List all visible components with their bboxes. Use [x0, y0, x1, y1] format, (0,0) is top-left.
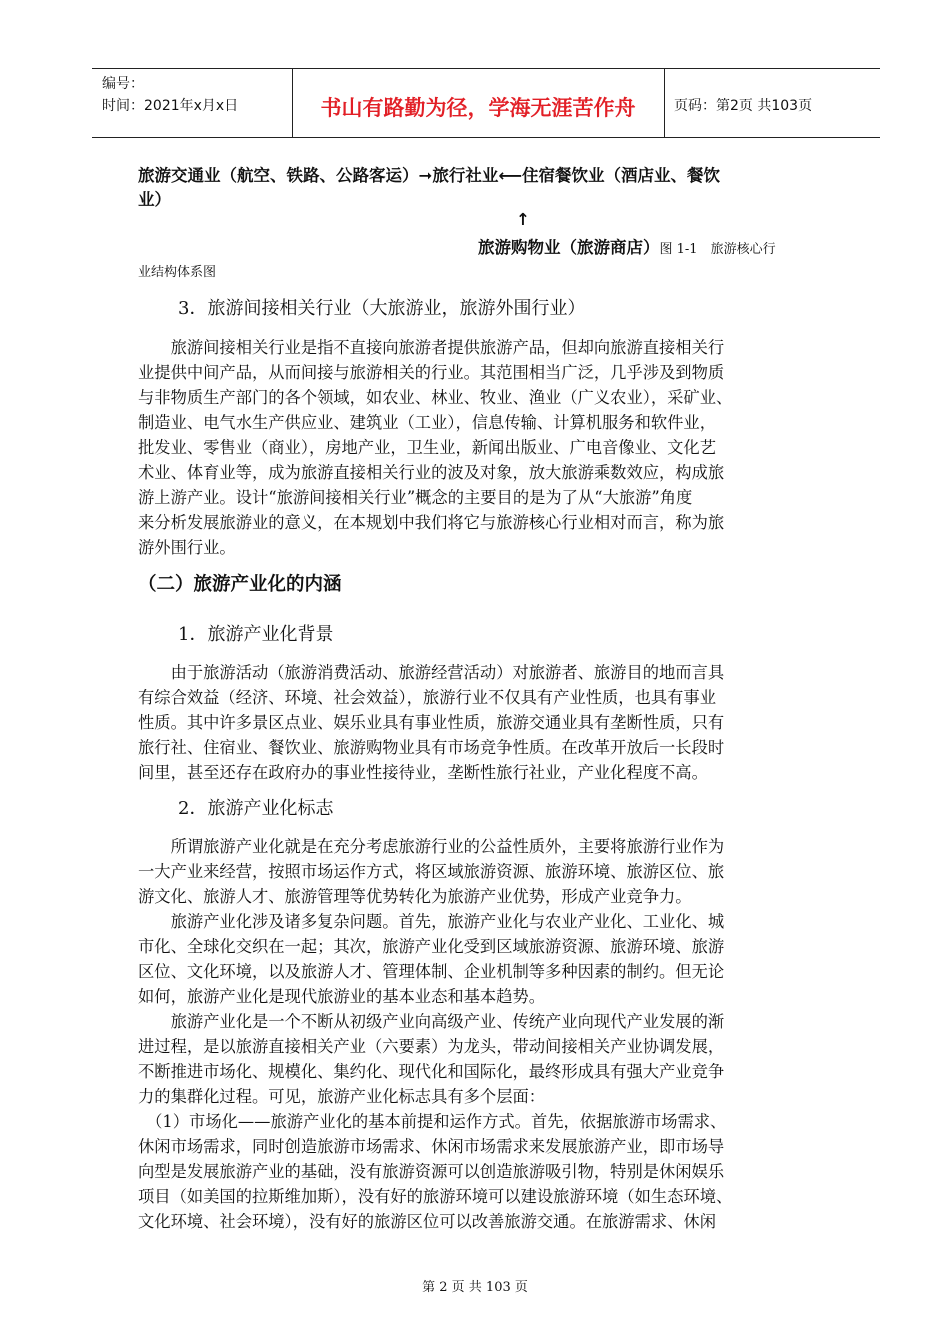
figure-caption-part-1: 图 1-1 旅游核心行 — [659, 242, 776, 257]
diagram-up-arrow: ↑ — [516, 210, 530, 229]
subsection-2-line: 进过程，是以旅游直接相关产业（六要素）为龙头，带动间接相关产业协调发展， — [138, 1037, 725, 1056]
subsection-2-line: 旅游产业化涉及诸多复杂问题。首先，旅游产业化与农业产业化、工业化、城 — [138, 912, 725, 931]
header-number-label: 编号： — [102, 76, 144, 92]
subsection-2-line: 文化环境、社会环境），没有好的旅游区位可以改善旅游交通。在旅游需求、休闲 — [138, 1212, 716, 1231]
diagram-bottom-node: 旅游购物业（旅游商店） — [478, 238, 660, 257]
section-3-line: 游上游产业。设计“旅游间接相关行业”概念的主要目的是为了从“大旅游”角度 — [138, 488, 693, 507]
header-page-cell — [664, 69, 880, 137]
section-3-heading: 3．旅游间接相关行业（大旅游业，旅游外围行业） — [178, 298, 586, 319]
page-footer: 第 2 页 共 103 页 — [422, 1280, 528, 1295]
section-3-line: 游外围行业。 — [138, 538, 236, 557]
subsection-2-line: 游文化、旅游人才、旅游管理等优势转化为旅游产业优势，形成产业竞争力。 — [138, 887, 692, 906]
subsection-1-heading: 1．旅游产业化背景 — [178, 624, 334, 645]
header-time-label: 时间：2021年x月x日 — [102, 98, 239, 114]
section-3-line: 业提供中间产品，从而间接与旅游相关的行业。其范围相当广泛，几乎涉及到物质 — [138, 363, 725, 382]
subsection-1-line: 性质。其中许多景区点业、娱乐业具有事业性质，旅游交通业具有垄断性质，只有 — [138, 713, 725, 732]
page-header — [92, 68, 880, 138]
subsection-1-line: 间里，甚至还存在政府办的事业性接待业，垄断性旅行社业，产业化程度不高。 — [138, 763, 708, 782]
header-page-label: 页码：第2页 共103页 — [674, 98, 813, 114]
section-3-line: 旅游间接相关行业是指不直接向旅游者提供旅游产品，但却向旅游直接相关行 — [138, 338, 725, 357]
subsection-2-line: 力的集群化过程。可见，旅游产业化标志具有多个层面： — [138, 1087, 546, 1106]
section-3-line: 制造业、电气水生产供应业、建筑业（工业），信息传输、计算机服务和软件业， — [138, 413, 716, 432]
subsection-2-line: 区位、文化环境，以及旅游人才、管理体制、企业机制等多种因素的制约。但无论 — [138, 962, 725, 981]
subsection-2-line: （1）市场化——旅游产业化的基本前提和运作方式。首先，依据旅游市场需求、 — [138, 1112, 727, 1131]
subsection-1-line: 由于旅游活动（旅游消费活动、旅游经营活动）对旅游者、旅游目的地而言具 — [138, 663, 725, 682]
diagram-bottom-row — [478, 234, 858, 258]
diagram-line-2: 业） — [138, 190, 171, 209]
subsection-2-line: 项目（如美国的拉斯维加斯），没有好的旅游环境可以建设旅游环境（如生态环境、 — [138, 1187, 733, 1206]
subsection-2-line: 市化、全球化交织在一起；其次，旅游产业化受到区域旅游资源、旅游环境、旅游 — [138, 937, 725, 956]
subsection-2-line: 不断推进市场化、规模化、集约化、现代化和国际化，最终形成具有强大产业竞争 — [138, 1062, 725, 1081]
subsection-2-line: 所谓旅游产业化就是在充分考虑旅游行业的公益性质外，主要将旅游行业作为 — [138, 837, 725, 856]
diagram-line-1: 旅游交通业（航空、铁路、公路客运）➞旅行社业⟵住宿餐饮业（酒店业、餐饮 — [138, 166, 720, 185]
section-3-line: 与非物质生产部门的各个领域，如农业、林业、牧业、渔业（广义农业），采矿业、 — [138, 388, 733, 407]
subsection-1-line: 有综合效益（经济、环境、社会效益），旅游行业不仅具有产业性质，也具有事业 — [138, 688, 716, 707]
section-3-line: 术业、体育业等，成为旅游直接相关行业的波及对象，放大旅游乘数效应，构成旅 — [138, 463, 725, 482]
subsection-1-line: 旅行社、住宿业、餐饮业、旅游购物业具有市场竞争性质。在改革开放后一长段时 — [138, 738, 725, 757]
subsection-2-line: 向型是发展旅游产业的基础，没有旅游资源可以创造旅游吸引物，特别是休闲娱乐 — [138, 1162, 725, 1181]
subsection-2-line: 休闲市场需求，同时创造旅游市场需求、休闲市场需求来发展旅游产业，即市场导 — [138, 1137, 725, 1156]
section-3-line: 批发业、零售业（商业），房地产业，卫生业，新闻出版业、广电音像业、文化艺 — [138, 438, 716, 457]
section-3-line: 来分析发展旅游业的意义，在本规划中我们将它与旅游核心行业相对而言，称为旅 — [138, 513, 725, 532]
subsection-2-line: 如何，旅游产业化是现代旅游业的基本业态和基本趋势。 — [138, 987, 546, 1006]
subsection-2-heading: 2．旅游产业化标志 — [178, 798, 334, 819]
header-motto: 书山有路勤为径，学海无涯苦作舟 — [320, 96, 636, 120]
header-motto-cell — [292, 69, 665, 137]
section-2-heading: （二）旅游产业化的内涵 — [138, 574, 342, 595]
subsection-2-line: 一大产业来经营，按照市场运作方式，将区域旅游资源、旅游环境、旅游区位、旅 — [138, 862, 725, 881]
figure-caption-part-2: 业结构体系图 — [138, 265, 217, 280]
subsection-2-line: 旅游产业化是一个不断从初级产业向高级产业、传统产业向现代产业发展的渐 — [138, 1012, 725, 1031]
header-meta-cell — [92, 69, 293, 137]
